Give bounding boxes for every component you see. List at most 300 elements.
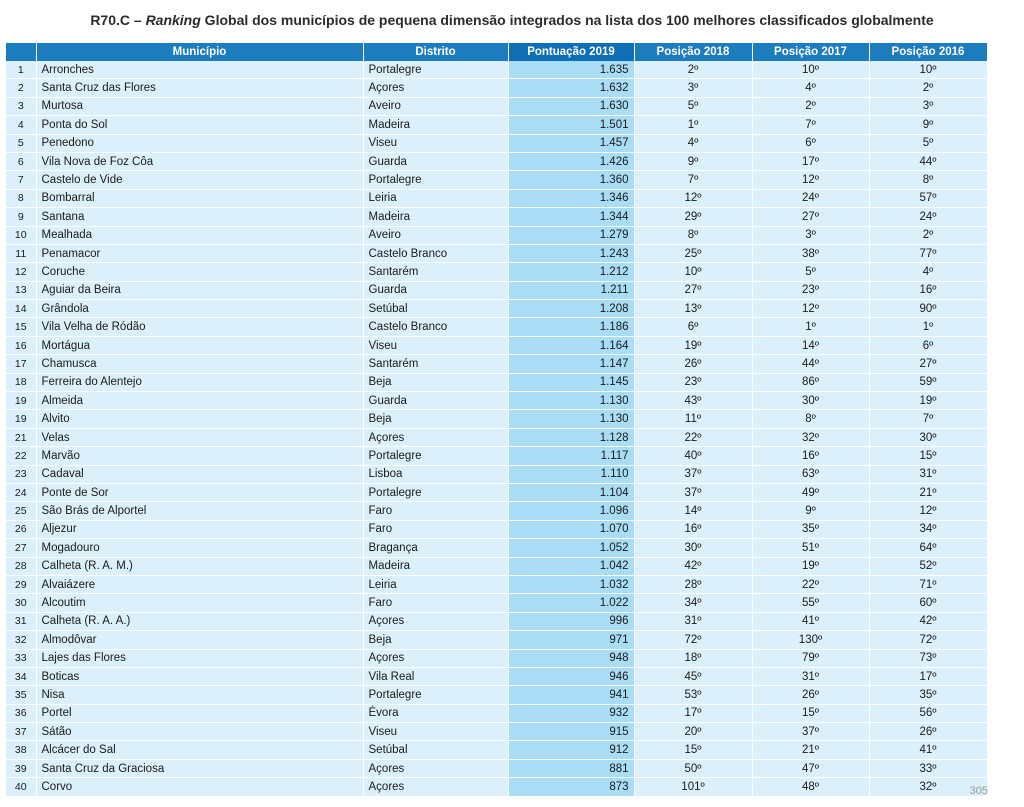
posicao-2016-cell: 4º (869, 263, 987, 281)
table-row (6, 410, 987, 428)
distrito-cell: Madeira (363, 116, 508, 134)
table-row (6, 116, 987, 134)
posicao-2016-cell: 2º (869, 79, 987, 97)
pontuacao-2019-cell: 881 (508, 759, 634, 777)
posicao-2017-cell: 38º (752, 244, 869, 262)
pontuacao-2019-cell: 1.032 (508, 575, 634, 593)
municipio-cell: Mogadouro (36, 539, 363, 557)
table-row (6, 520, 987, 538)
posicao-2018-cell: 14º (634, 502, 752, 520)
distrito-cell: Madeira (363, 557, 508, 575)
rank-cell: 21 (6, 428, 36, 446)
posicao-2017-cell: 15º (752, 704, 869, 722)
rank-cell: 30 (6, 594, 36, 612)
pontuacao-2019-cell: 873 (508, 778, 634, 796)
posicao-2016-cell: 41º (869, 741, 987, 759)
posicao-2016-cell: 72º (869, 631, 987, 649)
rank-cell: 8 (6, 189, 36, 207)
municipio-cell: Alcácer do Sal (36, 741, 363, 759)
municipio-cell: Aljezur (36, 520, 363, 538)
rank-cell: 26 (6, 520, 36, 538)
table-row (6, 244, 987, 262)
posicao-2016-cell: 15º (869, 447, 987, 465)
posicao-2018-cell: 20º (634, 723, 752, 741)
posicao-2018-cell: 1º (634, 116, 752, 134)
table-row (6, 355, 987, 373)
rank-cell: 39 (6, 759, 36, 777)
posicao-2017-cell: 79º (752, 649, 869, 667)
table-row (6, 79, 987, 97)
pontuacao-2019-cell: 1.117 (508, 447, 634, 465)
municipio-cell: Alcoutim (36, 594, 363, 612)
posicao-2018-cell: 72º (634, 631, 752, 649)
posicao-2017-cell: 7º (752, 116, 869, 134)
municipio-cell: Santa Cruz das Flores (36, 79, 363, 97)
municipio-cell: Grândola (36, 300, 363, 318)
distrito-cell: Açores (363, 612, 508, 630)
rank-cell: 3 (6, 97, 36, 115)
table-row (6, 741, 987, 759)
posicao-2016-cell: 44º (869, 152, 987, 170)
posicao-2018-cell: 40º (634, 447, 752, 465)
header-posicao-2016: Posição 2016 (869, 43, 987, 61)
table-row (6, 208, 987, 226)
posicao-2017-cell: 16º (752, 447, 869, 465)
posicao-2017-cell: 24º (752, 189, 869, 207)
pontuacao-2019-cell: 1.104 (508, 483, 634, 501)
pontuacao-2019-cell: 1.022 (508, 594, 634, 612)
table-row (6, 263, 987, 281)
rank-cell: 6 (6, 152, 36, 170)
pontuacao-2019-cell: 1.145 (508, 373, 634, 391)
distrito-cell: Beja (363, 410, 508, 428)
posicao-2018-cell: 27º (634, 281, 752, 299)
municipio-cell: Penedono (36, 134, 363, 152)
municipio-cell: Arronches (36, 61, 363, 79)
table-row (6, 281, 987, 299)
title-emphasis: Ranking (145, 12, 201, 28)
rank-cell: 9 (6, 208, 36, 226)
municipio-cell: Aguiar da Beira (36, 281, 363, 299)
municipio-cell: Almodôvar (36, 631, 363, 649)
posicao-2018-cell: 11º (634, 410, 752, 428)
pontuacao-2019-cell: 941 (508, 686, 634, 704)
posicao-2018-cell: 6º (634, 318, 752, 336)
posicao-2017-cell: 2º (752, 97, 869, 115)
header-pontuacao-2019: Pontuação 2019 (508, 43, 634, 61)
posicao-2018-cell: 22º (634, 428, 752, 446)
table-row (6, 539, 987, 557)
table-row (6, 392, 987, 410)
distrito-cell: Leiria (363, 575, 508, 593)
header-municipio: Município (36, 43, 363, 61)
posicao-2016-cell: 30º (869, 428, 987, 446)
distrito-cell: Castelo Branco (363, 318, 508, 336)
table-body (6, 61, 987, 796)
municipio-cell: Marvão (36, 447, 363, 465)
rank-cell: 32 (6, 631, 36, 649)
pontuacao-2019-cell: 1.635 (508, 61, 634, 79)
posicao-2018-cell: 28º (634, 575, 752, 593)
posicao-2018-cell: 42º (634, 557, 752, 575)
municipio-cell: Almeida (36, 392, 363, 410)
distrito-cell: Faro (363, 520, 508, 538)
distrito-cell: Portalegre (363, 171, 508, 189)
posicao-2017-cell: 12º (752, 171, 869, 189)
pontuacao-2019-cell: 1.632 (508, 79, 634, 97)
posicao-2017-cell: 30º (752, 392, 869, 410)
pontuacao-2019-cell: 971 (508, 631, 634, 649)
rank-cell: 38 (6, 741, 36, 759)
posicao-2016-cell: 6º (869, 336, 987, 354)
distrito-cell: Santarém (363, 263, 508, 281)
posicao-2016-cell: 42º (869, 612, 987, 630)
distrito-cell: Portalegre (363, 61, 508, 79)
table-row (6, 649, 987, 667)
posicao-2018-cell: 37º (634, 483, 752, 501)
table-row (6, 97, 987, 115)
ranking-table (6, 43, 988, 797)
distrito-cell: Beja (363, 631, 508, 649)
posicao-2016-cell: 10º (869, 61, 987, 79)
posicao-2018-cell: 4º (634, 134, 752, 152)
posicao-2018-cell: 37º (634, 465, 752, 483)
table-row (6, 594, 987, 612)
table-row (6, 612, 987, 630)
posicao-2018-cell: 12º (634, 189, 752, 207)
posicao-2017-cell: 32º (752, 428, 869, 446)
municipio-cell: Portel (36, 704, 363, 722)
pontuacao-2019-cell: 1.279 (508, 226, 634, 244)
posicao-2018-cell: 23º (634, 373, 752, 391)
distrito-cell: Évora (363, 704, 508, 722)
table-row (6, 171, 987, 189)
posicao-2017-cell: 10º (752, 61, 869, 79)
table-row (6, 447, 987, 465)
title-prefix: R70.C – (90, 12, 146, 28)
posicao-2016-cell: 1º (869, 318, 987, 336)
posicao-2017-cell: 55º (752, 594, 869, 612)
distrito-cell: Açores (363, 428, 508, 446)
pontuacao-2019-cell: 1.096 (508, 502, 634, 520)
posicao-2016-cell: 59º (869, 373, 987, 391)
table-row (6, 631, 987, 649)
pontuacao-2019-cell: 912 (508, 741, 634, 759)
table-row (6, 134, 987, 152)
distrito-cell: Beja (363, 373, 508, 391)
posicao-2018-cell: 3º (634, 79, 752, 97)
municipio-cell: Santa Cruz da Graciosa (36, 759, 363, 777)
posicao-2017-cell: 8º (752, 410, 869, 428)
posicao-2016-cell: 35º (869, 686, 987, 704)
posicao-2017-cell: 9º (752, 502, 869, 520)
distrito-cell: Lisboa (363, 465, 508, 483)
municipio-cell: Alvaiázere (36, 575, 363, 593)
posicao-2018-cell: 19º (634, 336, 752, 354)
rank-cell: 40 (6, 778, 36, 796)
posicao-2018-cell: 2º (634, 61, 752, 79)
posicao-2017-cell: 22º (752, 575, 869, 593)
posicao-2018-cell: 34º (634, 594, 752, 612)
posicao-2018-cell: 29º (634, 208, 752, 226)
posicao-2018-cell: 43º (634, 392, 752, 410)
rank-cell: 19 (6, 410, 36, 428)
posicao-2017-cell: 23º (752, 281, 869, 299)
municipio-cell: Cadaval (36, 465, 363, 483)
municipio-cell: Ponte de Sor (36, 483, 363, 501)
posicao-2017-cell: 47º (752, 759, 869, 777)
distrito-cell: Aveiro (363, 97, 508, 115)
distrito-cell: Viseu (363, 134, 508, 152)
rank-cell: 28 (6, 557, 36, 575)
rank-cell: 23 (6, 465, 36, 483)
posicao-2016-cell: 71º (869, 575, 987, 593)
posicao-2016-cell: 16º (869, 281, 987, 299)
header-posicao-2018: Posição 2018 (634, 43, 752, 61)
posicao-2016-cell: 60º (869, 594, 987, 612)
municipio-cell: Mealhada (36, 226, 363, 244)
pontuacao-2019-cell: 1.110 (508, 465, 634, 483)
rank-cell: 18 (6, 373, 36, 391)
municipio-cell: Boticas (36, 667, 363, 685)
posicao-2017-cell: 35º (752, 520, 869, 538)
municipio-cell: Murtosa (36, 97, 363, 115)
posicao-2018-cell: 50º (634, 759, 752, 777)
distrito-cell: Guarda (363, 392, 508, 410)
pontuacao-2019-cell: 1.147 (508, 355, 634, 373)
posicao-2017-cell: 130º (752, 631, 869, 649)
posicao-2018-cell: 25º (634, 244, 752, 262)
pontuacao-2019-cell: 946 (508, 667, 634, 685)
rank-cell: 33 (6, 649, 36, 667)
distrito-cell: Viseu (363, 723, 508, 741)
municipio-cell: Santana (36, 208, 363, 226)
posicao-2017-cell: 44º (752, 355, 869, 373)
posicao-2017-cell: 19º (752, 557, 869, 575)
posicao-2016-cell: 12º (869, 502, 987, 520)
municipio-cell: Lajes das Flores (36, 649, 363, 667)
posicao-2017-cell: 4º (752, 79, 869, 97)
pontuacao-2019-cell: 1.208 (508, 300, 634, 318)
posicao-2016-cell: 64º (869, 539, 987, 557)
header-distrito: Distrito (363, 43, 508, 61)
table-row (6, 483, 987, 501)
table-row (6, 336, 987, 354)
rank-cell: 36 (6, 704, 36, 722)
distrito-cell: Guarda (363, 152, 508, 170)
distrito-cell: Castelo Branco (363, 244, 508, 262)
page-number: 305 (969, 785, 988, 797)
table-row (6, 318, 987, 336)
rank-cell: 34 (6, 667, 36, 685)
pontuacao-2019-cell: 1.070 (508, 520, 634, 538)
posicao-2018-cell: 9º (634, 152, 752, 170)
pontuacao-2019-cell: 1.426 (508, 152, 634, 170)
posicao-2016-cell: 34º (869, 520, 987, 538)
posicao-2018-cell: 18º (634, 649, 752, 667)
pontuacao-2019-cell: 1.042 (508, 557, 634, 575)
pontuacao-2019-cell: 996 (508, 612, 634, 630)
posicao-2016-cell: 9º (869, 116, 987, 134)
pontuacao-2019-cell: 932 (508, 704, 634, 722)
posicao-2017-cell: 37º (752, 723, 869, 741)
posicao-2018-cell: 16º (634, 520, 752, 538)
rank-cell: 4 (6, 116, 36, 134)
pontuacao-2019-cell: 1.211 (508, 281, 634, 299)
rank-cell: 2 (6, 79, 36, 97)
posicao-2016-cell: 8º (869, 171, 987, 189)
header-rank (6, 43, 36, 61)
table-row (6, 704, 987, 722)
posicao-2018-cell: 8º (634, 226, 752, 244)
rank-cell: 17 (6, 355, 36, 373)
municipio-cell: Ferreira do Alentejo (36, 373, 363, 391)
posicao-2016-cell: 3º (869, 97, 987, 115)
posicao-2016-cell: 27º (869, 355, 987, 373)
page-title (0, 12, 1024, 28)
rank-cell: 37 (6, 723, 36, 741)
posicao-2018-cell: 7º (634, 171, 752, 189)
distrito-cell: Setúbal (363, 741, 508, 759)
rank-cell: 31 (6, 612, 36, 630)
posicao-2017-cell: 41º (752, 612, 869, 630)
posicao-2016-cell: 52º (869, 557, 987, 575)
header-posicao-2017: Posição 2017 (752, 43, 869, 61)
pontuacao-2019-cell: 1.128 (508, 428, 634, 446)
posicao-2016-cell: 7º (869, 410, 987, 428)
posicao-2017-cell: 48º (752, 778, 869, 796)
table-row (6, 465, 987, 483)
posicao-2018-cell: 31º (634, 612, 752, 630)
posicao-2018-cell: 26º (634, 355, 752, 373)
pontuacao-2019-cell: 1.130 (508, 410, 634, 428)
rank-cell: 19 (6, 392, 36, 410)
distrito-cell: Portalegre (363, 483, 508, 501)
distrito-cell: Açores (363, 79, 508, 97)
pontuacao-2019-cell: 948 (508, 649, 634, 667)
distrito-cell: Faro (363, 502, 508, 520)
table-row (6, 575, 987, 593)
distrito-cell: Açores (363, 778, 508, 796)
posicao-2016-cell: 90º (869, 300, 987, 318)
table-header-row (6, 43, 987, 61)
posicao-2018-cell: 45º (634, 667, 752, 685)
distrito-cell: Açores (363, 759, 508, 777)
rank-cell: 29 (6, 575, 36, 593)
table-row (6, 428, 987, 446)
rank-cell: 7 (6, 171, 36, 189)
rank-cell: 11 (6, 244, 36, 262)
table-row (6, 723, 987, 741)
table-row (6, 373, 987, 391)
rank-cell: 16 (6, 336, 36, 354)
pontuacao-2019-cell: 1.501 (508, 116, 634, 134)
rank-cell: 22 (6, 447, 36, 465)
posicao-2016-cell: 73º (869, 649, 987, 667)
pontuacao-2019-cell: 1.457 (508, 134, 634, 152)
table-row (6, 667, 987, 685)
table-row (6, 189, 987, 207)
rank-cell: 27 (6, 539, 36, 557)
rank-cell: 12 (6, 263, 36, 281)
municipio-cell: Vila Nova de Foz Côa (36, 152, 363, 170)
posicao-2018-cell: 13º (634, 300, 752, 318)
posicao-2016-cell: 2º (869, 226, 987, 244)
pontuacao-2019-cell: 1.346 (508, 189, 634, 207)
posicao-2016-cell: 31º (869, 465, 987, 483)
distrito-cell: Aveiro (363, 226, 508, 244)
posicao-2017-cell: 3º (752, 226, 869, 244)
distrito-cell: Portalegre (363, 686, 508, 704)
municipio-cell: Chamusca (36, 355, 363, 373)
municipio-cell: Calheta (R. A. A.) (36, 612, 363, 630)
posicao-2016-cell: 32º (869, 778, 987, 796)
posicao-2018-cell: 10º (634, 263, 752, 281)
pontuacao-2019-cell: 1.212 (508, 263, 634, 281)
table-row (6, 300, 987, 318)
title-rest: Global dos municípios de pequena dimensão integrados na lista dos 100 melhores classificados globalmente (200, 12, 934, 28)
posicao-2017-cell: 27º (752, 208, 869, 226)
pontuacao-2019-cell: 1.630 (508, 97, 634, 115)
distrito-cell: Setúbal (363, 300, 508, 318)
posicao-2018-cell: 17º (634, 704, 752, 722)
rank-cell: 1 (6, 61, 36, 79)
table-row (6, 686, 987, 704)
rank-cell: 14 (6, 300, 36, 318)
municipio-cell: Castelo de Vide (36, 171, 363, 189)
rank-cell: 35 (6, 686, 36, 704)
rank-cell: 5 (6, 134, 36, 152)
posicao-2018-cell: 30º (634, 539, 752, 557)
distrito-cell: Leiria (363, 189, 508, 207)
posicao-2017-cell: 1º (752, 318, 869, 336)
municipio-cell: Bombarral (36, 189, 363, 207)
table-row (6, 226, 987, 244)
table-row (6, 502, 987, 520)
municipio-cell: Calheta (R. A. M.) (36, 557, 363, 575)
posicao-2016-cell: 5º (869, 134, 987, 152)
posicao-2017-cell: 51º (752, 539, 869, 557)
rank-cell: 15 (6, 318, 36, 336)
rank-cell: 25 (6, 502, 36, 520)
posicao-2017-cell: 26º (752, 686, 869, 704)
posicao-2018-cell: 15º (634, 741, 752, 759)
pontuacao-2019-cell: 1.186 (508, 318, 634, 336)
municipio-cell: Ponta do Sol (36, 116, 363, 134)
table-row (6, 759, 987, 777)
posicao-2017-cell: 86º (752, 373, 869, 391)
posicao-2017-cell: 17º (752, 152, 869, 170)
distrito-cell: Faro (363, 594, 508, 612)
posicao-2016-cell: 56º (869, 704, 987, 722)
rank-cell: 13 (6, 281, 36, 299)
municipio-cell: Velas (36, 428, 363, 446)
rank-cell: 24 (6, 483, 36, 501)
posicao-2017-cell: 49º (752, 483, 869, 501)
municipio-cell: Sátão (36, 723, 363, 741)
posicao-2017-cell: 21º (752, 741, 869, 759)
posicao-2018-cell: 101º (634, 778, 752, 796)
pontuacao-2019-cell: 1.344 (508, 208, 634, 226)
rank-cell: 10 (6, 226, 36, 244)
table-row (6, 152, 987, 170)
municipio-cell: Nisa (36, 686, 363, 704)
pontuacao-2019-cell: 1.164 (508, 336, 634, 354)
posicao-2017-cell: 14º (752, 336, 869, 354)
table-row (6, 557, 987, 575)
posicao-2017-cell: 31º (752, 667, 869, 685)
posicao-2018-cell: 5º (634, 97, 752, 115)
